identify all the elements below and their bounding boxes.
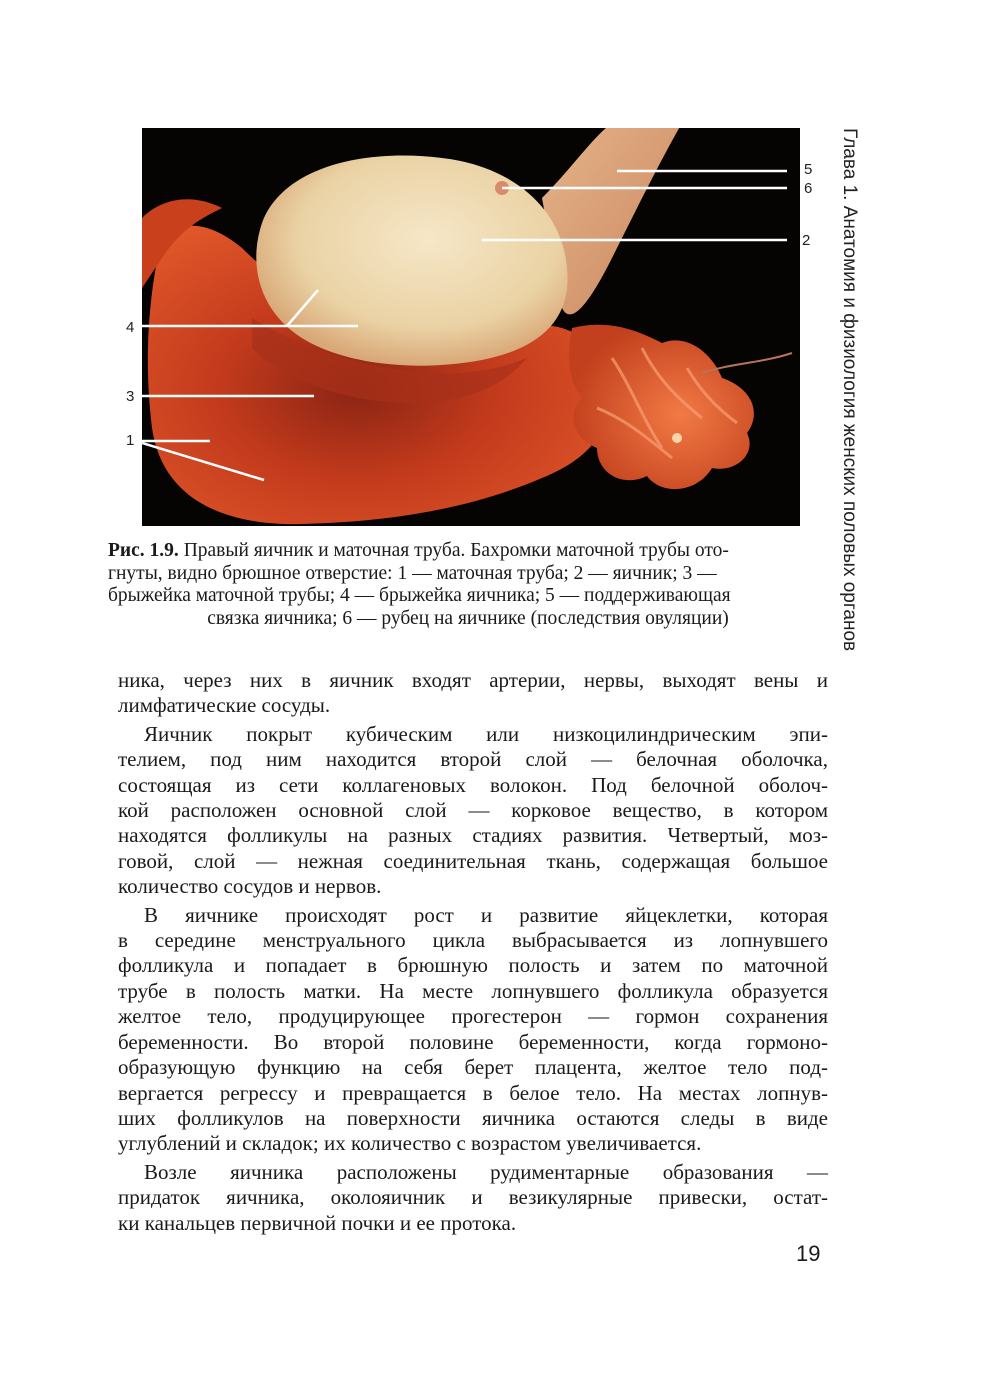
figure-label-2: 2 [802, 232, 811, 249]
paragraph: Яичник покрыт кубическим или низкоцилиндрическим эпи- [144, 721, 828, 746]
paragraph-line: фолликула и попадает в брюшную полость и затем по маточной [118, 953, 828, 978]
paragraph-line: находятся фолликулы на разных стадиях развития. Четвертый, моз- [118, 823, 828, 848]
tube-thread [702, 353, 792, 373]
figure-illustration [142, 128, 800, 526]
paragraph-line: в середине менструального цикла выбрасывается из лопнувшего [118, 928, 828, 953]
paragraph-line: придаток яичника, околояичник и везикулярные привески, остат- [118, 1185, 828, 1210]
paragraph-line: трубе в полость матки. На месте лопнувшего фолликула образуется [118, 978, 828, 1003]
figure-label-4: 4 [126, 319, 135, 336]
paragraph-line: кой расположен основной слой — корковое вещество, в котором [118, 798, 828, 823]
running-header [838, 128, 864, 652]
body-text [118, 668, 828, 1236]
paragraph-line: количество сосудов и нервов. [118, 874, 382, 899]
paragraph: ника, через них в яичник входят артерии, нервы, выходят вены и [118, 668, 828, 692]
paragraph-line: ки канальцев первичной почки и ее протока. [118, 1210, 517, 1235]
paragraph: лимфатические сосуды. [118, 693, 331, 718]
paragraph-line: телием, под ним находится второй слой — белочная оболочка, [118, 747, 828, 772]
figure-label-6: 6 [804, 180, 813, 197]
caption-line: гнуты, видно брюшное отверстие: 1 — маточная труба; 2 — яичник; 3 — [108, 562, 717, 584]
figure-label-1: 1 [126, 432, 135, 449]
anatomy-figure [142, 128, 800, 526]
paragraph-line: говой, слой — нежная соединительная ткань, содержащая большое [118, 848, 828, 873]
figure-caption [108, 540, 828, 630]
caption-line: брыжейка маточной трубы; 4 — брыжейка яичника; 5 — поддерживающая [108, 585, 731, 606]
paragraph: Возле яичника расположены рудиментарные образования — [144, 1159, 828, 1184]
paragraph-line: беременности. Во второй половине беременности, когда гормоно- [118, 1029, 828, 1054]
figure-label-3: 3 [126, 388, 135, 405]
paragraph: В яичнике происходят рост и развитие яйцеклетки, которая [144, 902, 828, 927]
caption-line: связка яичника; 6 — рубец на яичнике (последствия овуляции) [207, 607, 729, 629]
paragraph-line: вергается регрессу и превращается в белое тело. На местах лопнув- [118, 1080, 828, 1105]
paragraph-line: состоящая из сети коллагеновых волокон. Под белочной оболоч- [118, 772, 828, 797]
figure-label-5: 5 [804, 161, 813, 178]
paragraph-line: образующую функцию на себя берет плацента, желтое тело под- [118, 1055, 828, 1080]
caption-label: Рис. 1.9. [108, 540, 179, 561]
page-number: 19 [796, 1241, 821, 1266]
running-header-text: Глава 1. Анатомия и физиология женских половых органов [839, 128, 860, 652]
paragraph-line: углублений и складок; их количество с возрастом увеличивается. [118, 1131, 702, 1156]
caption-line: Рис. 1.9. Правый яичник и маточная труба. Бахромки маточной трубы ото- [108, 540, 729, 561]
paragraph-line: ших фолликулов на поверхности яичника остаются следы в виде [118, 1105, 828, 1130]
abdominal-opening [672, 433, 682, 443]
fimbriae [569, 325, 754, 489]
paragraph-line: желтое тело, продуцирующее прогестерон — гормон сохранения [118, 1004, 828, 1029]
